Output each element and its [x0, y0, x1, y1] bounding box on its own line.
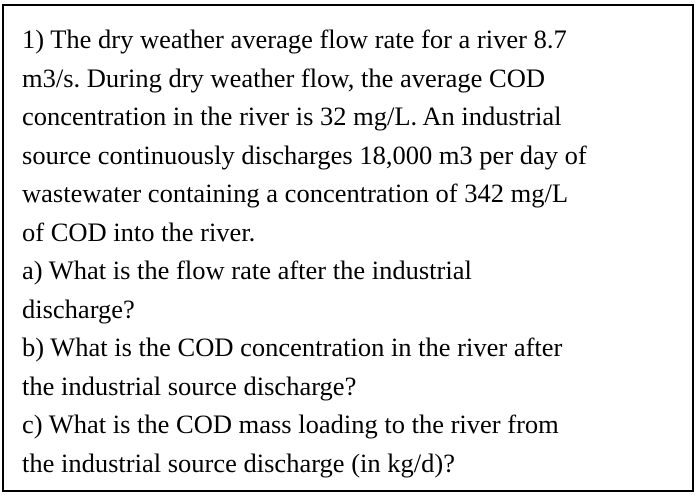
question-b-line-1: b) What is the COD concentration in the river after [22, 332, 563, 362]
problem-statement-line-3: concentration in the river is 32 mg/L. An industrial [22, 101, 562, 131]
problem-statement-line-2: m3/s. During dry weather flow, the average COD [22, 62, 545, 93]
question-a-line-2: discharge? [22, 293, 135, 324]
problem-statement-line-5: wastewater containing a concentration of 342 mg/L [22, 178, 569, 208]
question-b-line-2: the industrial source discharge? [22, 370, 357, 401]
document-frame [2, 4, 694, 492]
problem-statement-line-4: source continuously discharges 18,000 m3 per day of [22, 139, 587, 170]
question-c-line-1: c) What is the COD mass loading to the river from [22, 409, 559, 439]
problem-statement-line-6: of COD into the river. [22, 216, 256, 247]
problem-statement-line-1: 1) The dry weather average flow rate for a river 8.7 [22, 24, 567, 54]
question-c-line-2: the industrial source discharge (in kg/d)? [22, 447, 455, 478]
problem-text [22, 20, 692, 482]
question-a-line-1: a) What is the flow rate after the industrial [22, 255, 472, 285]
